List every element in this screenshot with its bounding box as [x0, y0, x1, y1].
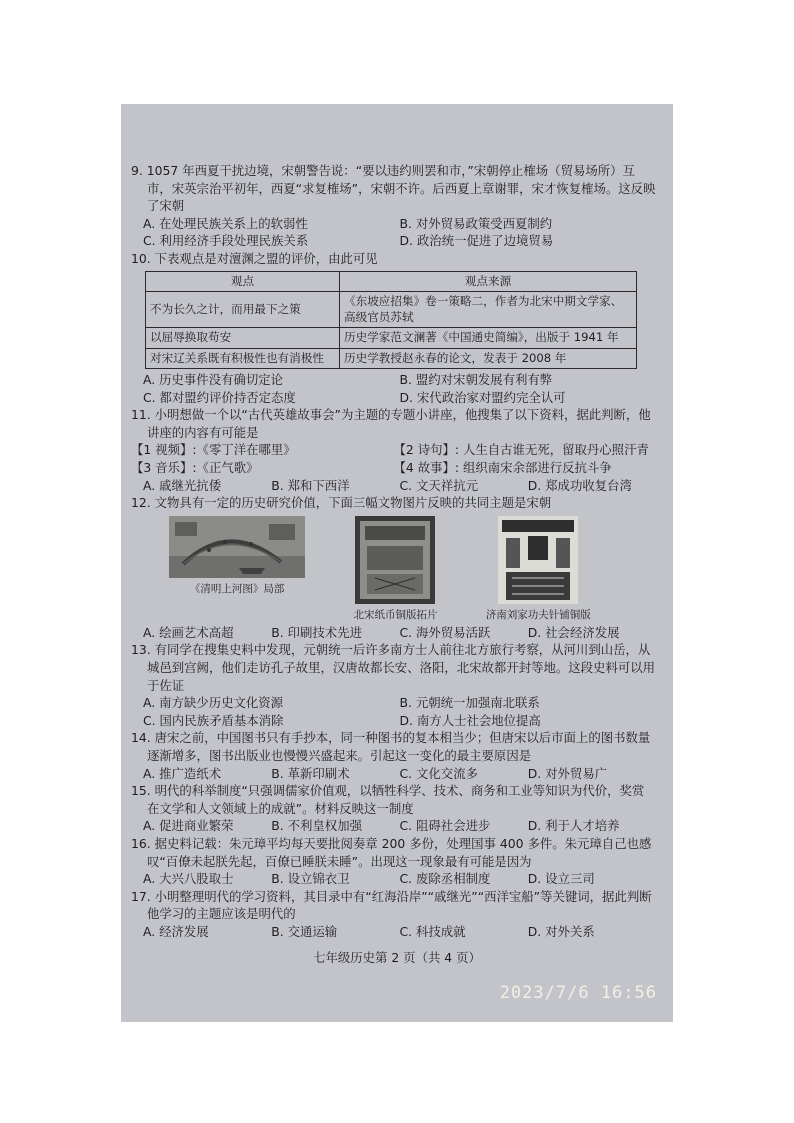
material-item: 【4 故事】: 组织南宋余部进行反抗斗争: [393, 460, 612, 476]
option-d: D. 政治统一促进了边境贸易: [399, 233, 554, 249]
option-b: B. 交通运输: [271, 923, 338, 939]
options: [131, 817, 656, 835]
qingming-painting-image: [169, 516, 305, 578]
table-cell: 《东坡应招集》卷一策略二，作者为北宋中期文学家、高级官员苏轼: [340, 292, 637, 328]
materials: [131, 441, 656, 476]
question-9: [131, 162, 656, 250]
viewpoint-table: [145, 271, 637, 370]
question-10: [131, 250, 656, 406]
option-c: C. 海外贸易活跃: [399, 624, 491, 640]
option-c: C. 阻碍社会进步: [399, 818, 491, 834]
figure-paper-money: [353, 516, 437, 622]
figure-qingming: [169, 516, 305, 622]
figure-caption: 济南刘家功夫针铺铜版: [485, 608, 591, 621]
option-d: D. 郑成功收复台湾: [527, 477, 632, 493]
options: [131, 215, 656, 250]
material-item: 【3 音乐】:《正气歌》: [131, 460, 259, 476]
table-row: [146, 292, 637, 328]
photo-timestamp: 2023/7/6 16:56: [499, 983, 657, 1003]
table-cell: 以屈辱换取苟安: [146, 328, 340, 349]
option-b: B. 郑和下西洋: [271, 477, 350, 493]
option-a: A. 经济发展: [143, 923, 209, 939]
question-13: [131, 641, 656, 729]
artifact-figures: [145, 516, 615, 622]
option-d: D. 社会经济发展: [527, 624, 620, 640]
option-c: C. 文天祥抗元: [399, 477, 478, 493]
option-b: B. 不利皇权加强: [271, 818, 362, 834]
question-14: [131, 729, 656, 782]
question-stem: 15. 明代的科举制度“只强调儒家价值观，以牺牲科学、技术、商务和工业等知识为代价，奖赏在文学和人文领域上的成就”。材料反映这一制度: [131, 783, 645, 816]
option-a: A. 推广造纸术: [143, 765, 222, 781]
question-stem: 12. 文物具有一定的历史研究价值，下面三幅文物图片反映的共同主题是宋朝: [131, 495, 552, 511]
question-stem: 9. 1057 年西夏干扰边境，宋朝警告说：“要以违约则罢和市，”宋朝停止榷场（贸易场所）互市，宋英宗治平初年，西夏“求复榷场”，宋朝不许。后西夏上章谢罪，宋才恢复榷场。这反映了宋朝: [131, 163, 656, 214]
option-c: C. 都对盟约评价持否定态度: [143, 389, 296, 405]
option-b: B. 盟约对宋朝发展有利有弊: [399, 372, 553, 388]
question-11: [131, 406, 656, 494]
material-item: 【1 视频】:《零丁洋在哪里》: [131, 442, 296, 458]
needle-shop-plate-image: [498, 516, 578, 604]
question-stem: 10. 下表观点是对澶渊之盟的评价，由此可见: [131, 250, 378, 266]
option-c: C. 国内民族矛盾基本消除: [143, 712, 284, 728]
options: [131, 694, 656, 729]
option-d: D. 南方人士社会地位提高: [399, 712, 541, 728]
option-d: D. 对外关系: [527, 923, 595, 939]
table-cell: 历史学教授赵永春的论文，发表于 2008 年: [340, 348, 637, 369]
option-c: C. 利用经济手段处理民族关系: [143, 233, 309, 249]
options: [131, 870, 656, 888]
paper-money-rubbing-image: [355, 516, 435, 604]
question-12: [131, 494, 656, 641]
exam-page-photo: [121, 104, 673, 1022]
option-d: D. 设立三司: [527, 871, 595, 887]
table-header-row: [146, 271, 637, 292]
question-stem: 16. 据史料记载：朱元璋平均每天要批阅奏章 200 多份，处理国事 400 多件。朱元璋自己也感叹“百僚未起朕先起，百僚已睡朕未睡”。出现这一现象最有可能是因为: [131, 835, 652, 869]
figure-caption: 北宋纸币铜版拓片: [353, 608, 438, 621]
question-16: [131, 835, 656, 888]
table-row: [146, 328, 637, 349]
options: [131, 624, 656, 642]
table-cell: 不为长久之计，而用最下之策: [146, 292, 340, 328]
question-stem: 17. 小明整理明代的学习资料，其目录中有“红海沿岸”“戚继光”“西洋宝船”等关键词，据此判断他学习的主题应该是明代的: [131, 888, 652, 922]
table-cell: 对宋辽关系既有积极性也有消极性: [146, 348, 340, 369]
question-area: [131, 162, 656, 941]
question-15: [131, 782, 656, 835]
table-cell: 历史学家范文澜著《中国通史简编》，出版于 1941 年: [340, 328, 637, 349]
question-stem: 11. 小明想做一个以“古代英雄故事会”为主题的专题小讲座，他搜集了以下资料，据此判断，他讲座的内容有可能是: [131, 407, 651, 440]
option-a: A. 戚继光抗倭: [143, 477, 222, 493]
options: [131, 371, 656, 406]
option-b: B. 元朝统一加强南北联系: [399, 695, 540, 711]
option-a: A. 促进商业繁荣: [143, 818, 234, 834]
option-a: A. 大兴八股取士: [143, 871, 234, 887]
figure-needle-shop: [486, 516, 591, 622]
option-c: C. 文化交流多: [399, 765, 478, 781]
option-a: A. 南方缺少历史文化资源: [143, 695, 284, 711]
option-d: D. 宋代政治家对盟约完全认可: [399, 389, 566, 405]
option-a: A. 历史事件没有确切定论: [143, 372, 284, 388]
option-b: B. 革新印刷术: [271, 765, 350, 781]
option-d: D. 对外贸易广: [527, 765, 608, 781]
option-c: C. 废除丞相制度: [399, 871, 491, 887]
option-b: B. 对外贸易政策受西夏制约: [399, 215, 553, 231]
option-b: B. 印刷技术先进: [271, 624, 362, 640]
table-header-cell: 观点: [146, 271, 340, 292]
material-item: 【2 诗句】: 人生自古谁无死，留取丹心照汗青: [393, 442, 649, 458]
options: [131, 765, 656, 783]
question-stem: 13. 有同学在搜集史料中发现，元朝统一后许多南方士人前往北方旅行考察，从河川到山岳，从城邑到宫阙，他们走访孔子故里，汉唐故都长安、洛阳，北宋故都开封等地。这段史料可以用于佐证: [131, 642, 656, 693]
option-b: B. 设立锦衣卫: [271, 871, 350, 887]
question-17: [131, 888, 656, 941]
figure-caption: 《清明上河图》局部: [189, 582, 285, 595]
options: [131, 477, 656, 495]
option-d: D. 利于人才培养: [527, 818, 620, 834]
options: [131, 923, 656, 941]
table-row: [146, 348, 637, 369]
option-c: C. 科技成就: [399, 923, 466, 939]
table-header-cell: 观点来源: [340, 271, 637, 292]
page-footer: 七年级历史第 2 页（共 4 页）: [313, 950, 481, 965]
question-stem: 14. 唐宋之前，中国图书只有手抄本，同一种图书的复本相当少；但唐宋以后市面上的图书数量逐渐增多，图书出版业也慢慢兴盛起来。引起这一变化的最主要原因是: [131, 730, 651, 763]
option-a: A. 在处理民族关系上的软弱性: [143, 215, 308, 231]
option-a: A. 绘画艺术高超: [143, 624, 234, 640]
